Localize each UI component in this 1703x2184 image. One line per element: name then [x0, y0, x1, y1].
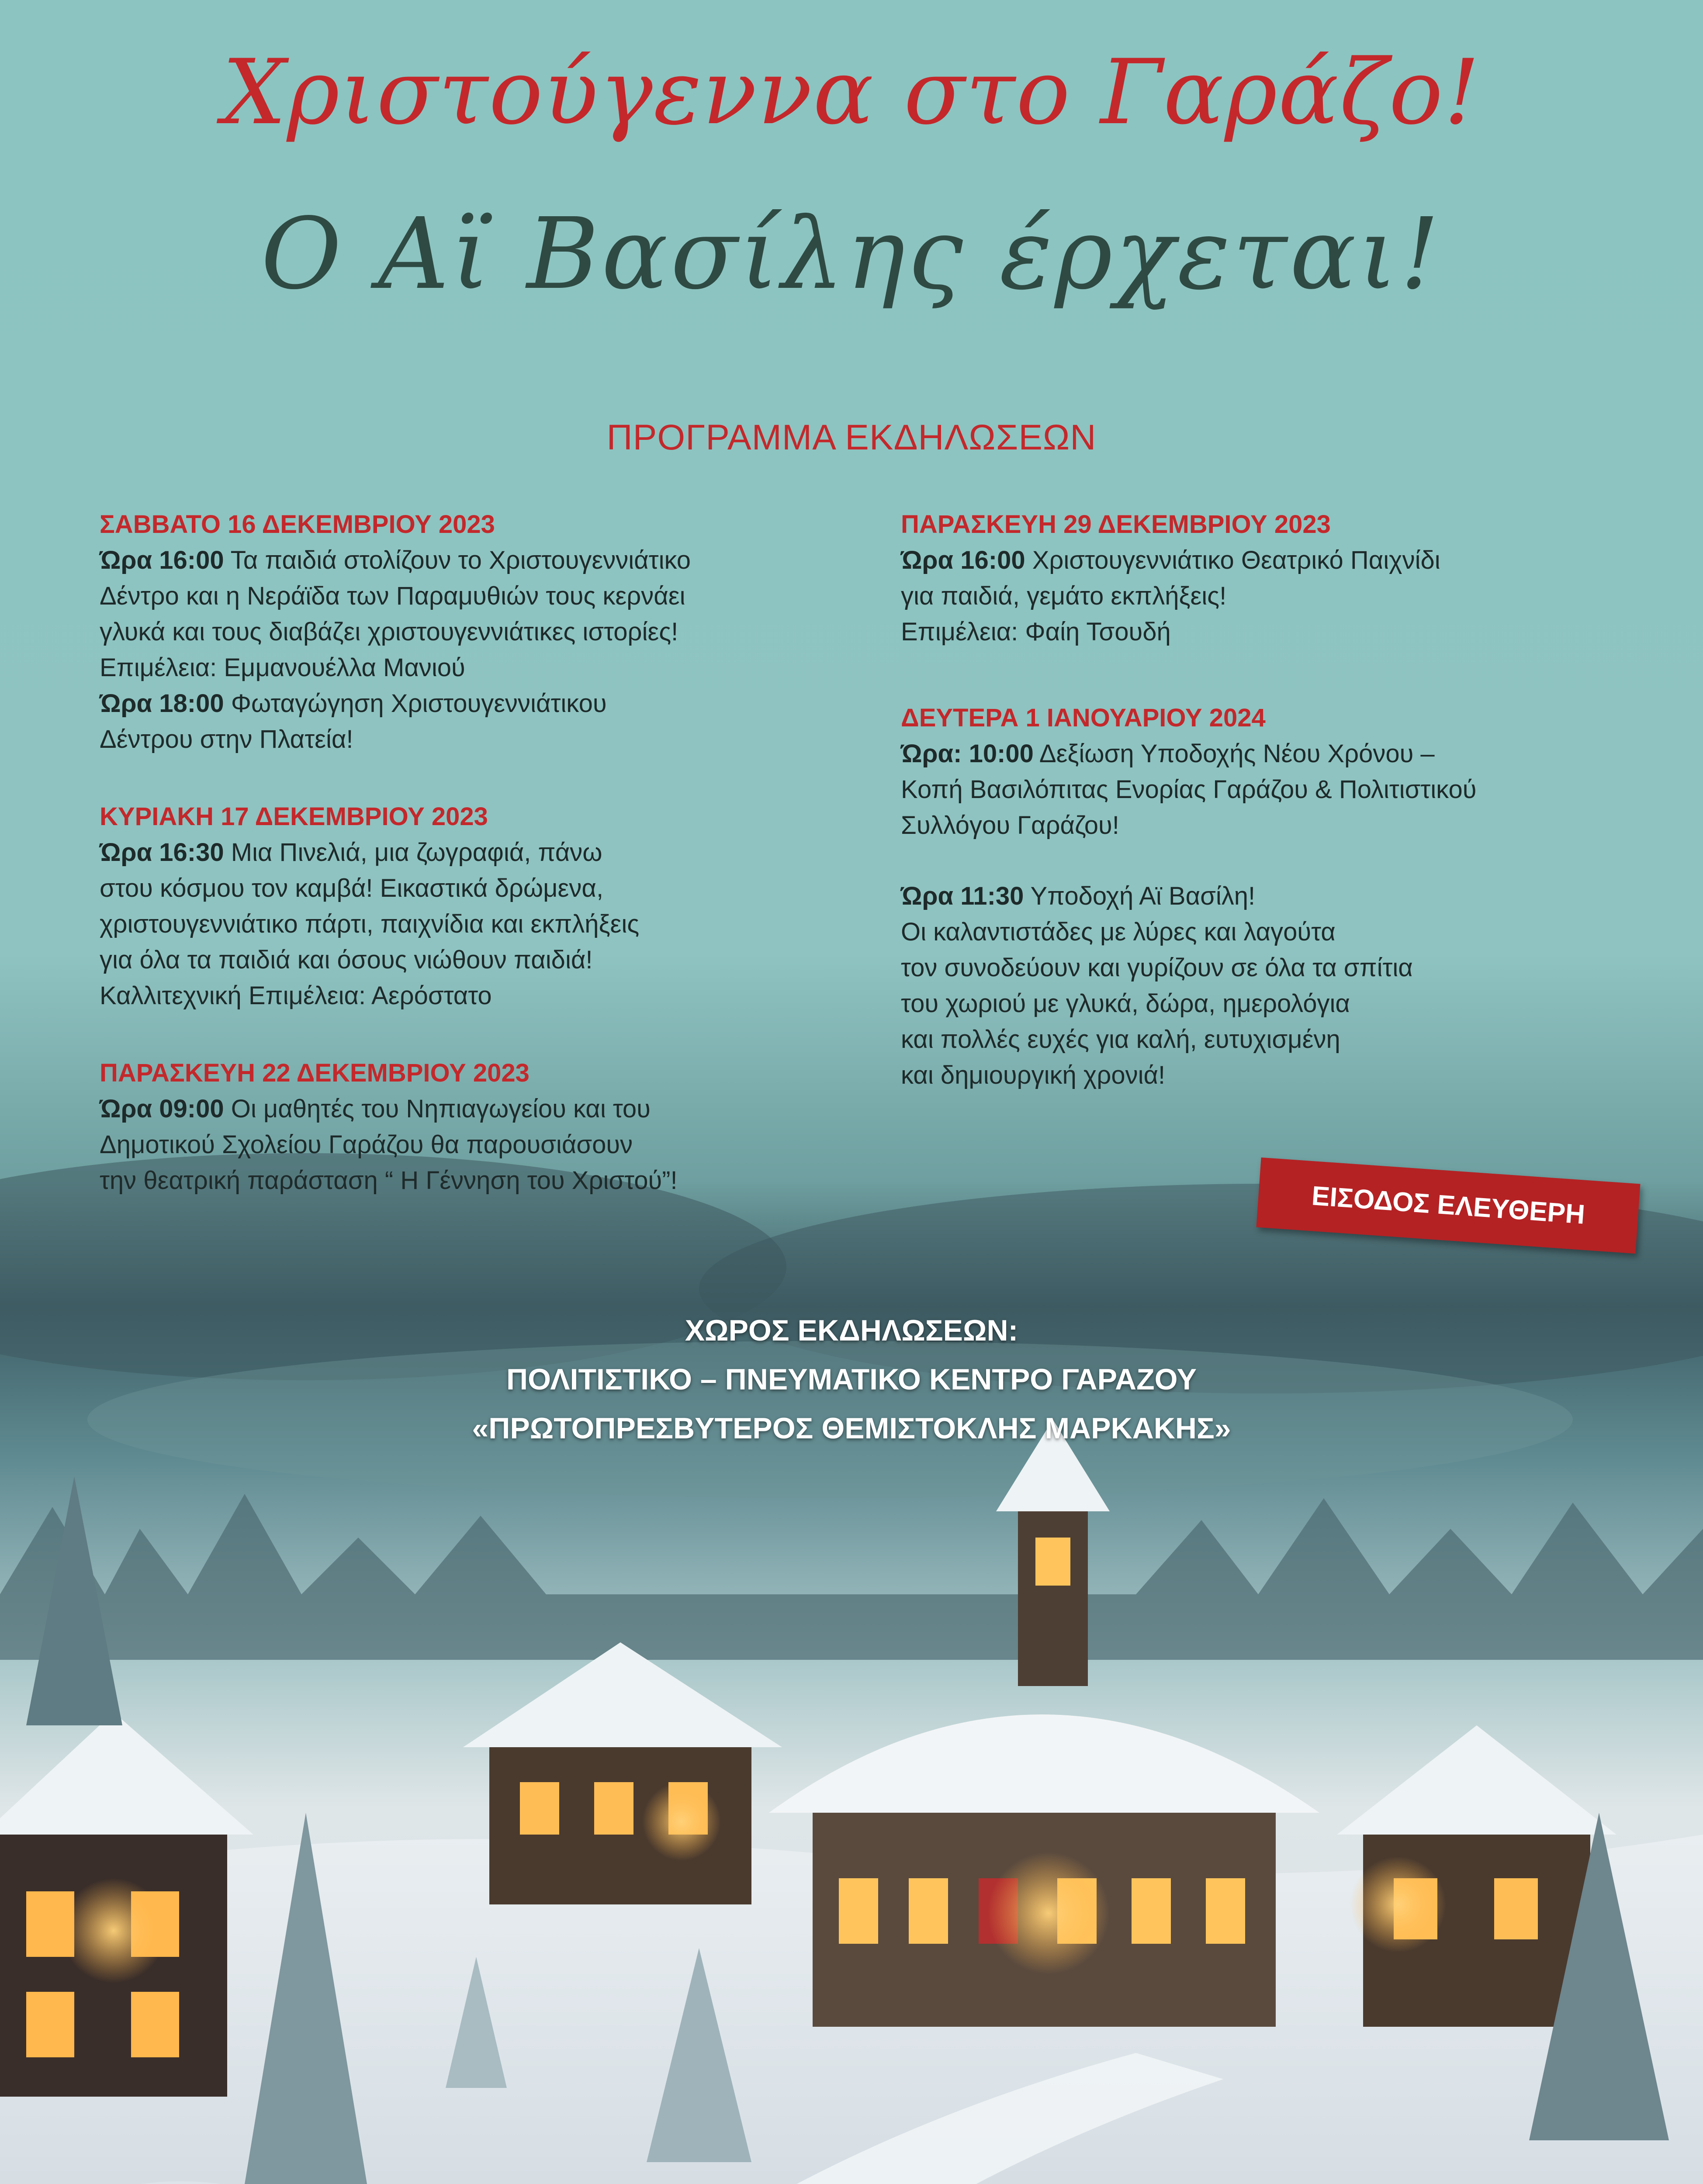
event-line: για όλα τα παιδιά και όσους νιώθουν παιδιά!	[100, 946, 593, 974]
event-line: Οι καλαντιστάδες με λύρες και λαγούτα	[901, 918, 1336, 946]
event-line: γλυκά και τους διαβάζει χριστουγεννιάτικες ιστορίες!	[100, 618, 678, 646]
event-line: και δημιουργική χρονιά!	[901, 1061, 1166, 1089]
event-block	[100, 799, 886, 1014]
event-block	[100, 507, 886, 757]
event-block	[901, 878, 1687, 1093]
event-line: Ώρα 16:30 Μια Πινελιά, μια ζωγραφιά, πάνω	[100, 838, 602, 867]
venue-dedication: «ΠΡΩΤΟΠΡΕΣΒΥΤΕΡΟΣ ΘΕΜΙΣΤΟΚΛΗΣ ΜΑΡΚΑΚΗΣ»	[472, 1412, 1231, 1445]
event-line: Επιμέλεια: Φαίη Τσουδή	[901, 618, 1171, 646]
event-date: ΣΑΒΒΑΤΟ 16 ΔΕΚΕΜΒΡΙΟΥ 2023	[100, 510, 495, 539]
event-line: για παιδιά, γεμάτο εκπλήξεις!	[901, 582, 1227, 610]
event-line: Ώρα 11:30 Υποδοχή Αϊ Βασίλη!	[901, 882, 1256, 910]
title-line-2: Ο Αϊ Βασίλης έρχεται!	[261, 197, 1442, 311]
event-line: στου κόσμου τον καμβά! Εικαστικά δρώμενα,	[100, 874, 604, 902]
events-right-column	[901, 507, 1687, 1135]
event-block	[901, 700, 1687, 843]
event-line: Καλλιτεχνική Επιμέλεια: Αερόστατο	[100, 981, 492, 1010]
events-left-column	[100, 507, 886, 1240]
event-line: την θεατρική παράσταση “ Η Γέννηση του Χριστού”!	[100, 1166, 678, 1195]
event-line: Επιμέλεια: Εμμανουέλλα Μανιού	[100, 653, 465, 682]
venue-block	[0, 1306, 1703, 1453]
event-date: ΠΑΡΑΣΚΕΥΗ 22 ΔΕΚΕΜΒΡΙΟΥ 2023	[100, 1059, 530, 1087]
venue-label: ΧΩΡΟΣ ΕΚΔΗΛΩΣΕΩΝ:	[685, 1314, 1018, 1347]
event-line: Δέντρου στην Πλατεία!	[100, 725, 353, 753]
event-line: Ώρα 16:00 Χριστουγεννιάτικο Θεατρικό Παιχνίδι	[901, 546, 1440, 574]
event-line: Συλλόγου Γαράζου!	[901, 811, 1119, 840]
event-line: χριστουγεννιάτικο πάρτι, παιχνίδια και εκπλήξεις	[100, 910, 640, 938]
event-line: Ώρα 09:00 Οι μαθητές του Νηπιαγωγείου και του	[100, 1095, 651, 1123]
event-block	[901, 507, 1687, 650]
event-line: και πολλές ευχές για καλή, ευτυχισμένη	[901, 1025, 1340, 1054]
event-line: Ώρα 16:00 Τα παιδιά στολίζουν το Χριστουγεννιάτικο	[100, 546, 691, 574]
event-line: Κοπή Βασιλόπιτας Ενορίας Γαράζου & Πολιτιστικού	[901, 775, 1477, 804]
event-date: ΔΕΥΤΕΡΑ 1 ΙΑΝΟΥΑΡΙΟΥ 2024	[901, 704, 1266, 732]
event-date: ΚΥΡΙΑΚΗ 17 ΔΕΚΕΜΒΡΙΟΥ 2023	[100, 802, 488, 831]
title-line-1: Χριστούγεννα στο Γαράζο!	[222, 41, 1481, 145]
event-line: Δημοτικού Σχολείου Γαράζου θα παρουσιάσουν	[100, 1130, 633, 1159]
free-entry-badge: ΕΙΣΟΔΟΣ ΕΛΕΥΘΕΡΗ	[1256, 1158, 1640, 1254]
event-line: Ώρα 18:00 Φωταγώγηση Χριστουγεννιάτικου	[100, 689, 607, 718]
event-line: Ώρα: 10:00 Δεξίωση Υποδοχής Νέου Χρόνου –	[901, 740, 1435, 768]
event-line: του χωριού με γλυκά, δώρα, ημερολόγια	[901, 989, 1350, 1018]
event-block	[100, 1055, 886, 1199]
event-date: ΠΑΡΑΣΚΕΥΗ 29 ΔΕΚΕΜΒΡΙΟΥ 2023	[901, 510, 1331, 539]
venue-name: ΠΟΛΙΤΙΣΤΙΚΟ – ΠΝΕΥΜΑΤΙΚΟ ΚΕΝΤΡΟ ΓΑΡΑΖΟΥ	[506, 1363, 1197, 1396]
program-title: ΠΡΟΓΡΑΜΜΑ ΕΚΔΗΛΩΣΕΩΝ	[606, 418, 1097, 457]
event-line: τον συνοδεύουν και γυρίζουν σε όλα τα σπίτια	[901, 954, 1413, 982]
event-line: Δέντρο και η Νεράϊδα των Παραμυθιών τους κερνάει	[100, 582, 685, 610]
